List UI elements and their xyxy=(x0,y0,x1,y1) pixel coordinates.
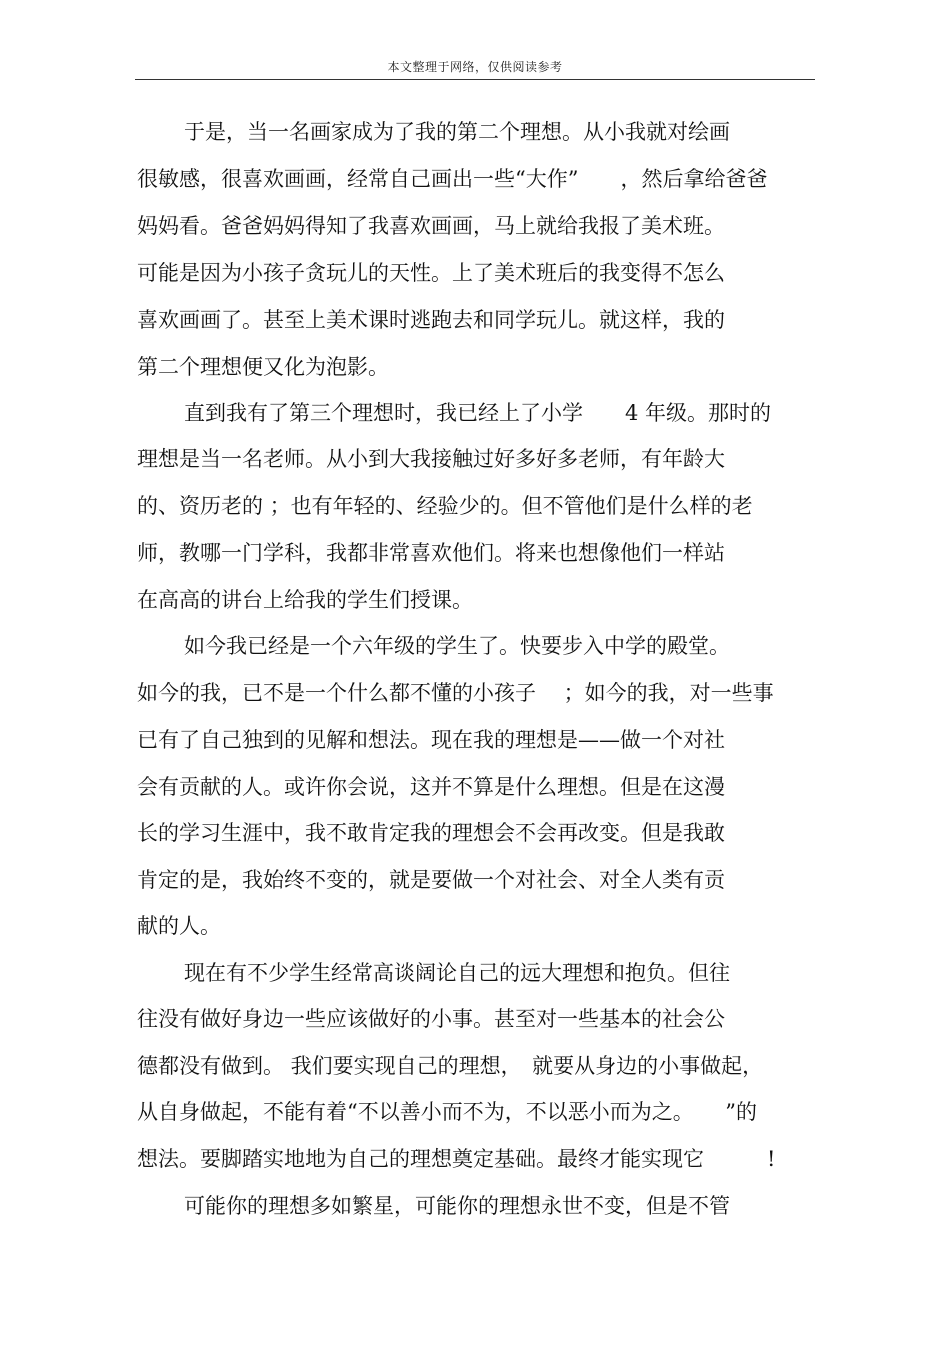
paragraph-line: 德都没有做到。 我们要实现自己的理想， 就要从身边的小事做起， xyxy=(137,1054,764,1078)
paragraph-line: 长的学习生涯中，我不敢肯定我的理想会不会再改变。但是我敢 xyxy=(137,821,725,845)
paragraph-line: 妈妈看。爸爸妈妈得知了我喜欢画画，马上就给我报了美术班。 xyxy=(137,214,725,238)
paragraph-line: 如今的我，已不是一个什么都不懂的小孩子 ；如今的我，对一些事 xyxy=(137,681,774,705)
paragraph-line: 往没有做好身边一些应该做好的小事。甚至对一些基本的社会公 xyxy=(137,1007,725,1031)
paragraph-line: 第二个理想便又化为泡影。 xyxy=(137,355,389,379)
paragraph-line: 如今我已经是一个六年级的学生了。快要步入中学的殿堂。 xyxy=(184,634,730,658)
paragraph-line: 在高高的讲台上给我的学生们授课。 xyxy=(137,588,473,612)
paragraph-line: 喜欢画画了。甚至上美术课时逃跑去和同学玩儿。就这样，我的 xyxy=(137,308,725,332)
page-header: 本文整理于网络，仅供阅读参考 xyxy=(387,60,563,74)
paragraph-line: 可能你的理想多如繁星，可能你的理想永世不变，但是不管 xyxy=(184,1194,730,1218)
paragraph-line: 理想是当一名老师。从小到大我接触过好多好多老师，有年龄大 xyxy=(137,447,725,471)
paragraph-line: 肯定的是，我始终不变的，就是要做一个对社会、对全人类有贡 xyxy=(137,868,725,892)
paragraph-line: 的、资历老的 ；也有年轻的、经验少的。但不管他们是什么样的老 xyxy=(137,494,753,518)
paragraph-line: 会有贡献的人。或许你会说，这并不算是什么理想。但是在这漫 xyxy=(137,775,725,799)
paragraph-line: 直到我有了第三个理想时，我已经上了小学 4 年级。那时的 xyxy=(184,401,772,425)
header-divider xyxy=(135,79,815,80)
paragraph-line: 现在有不少学生经常高谈阔论自己的远大理想和抱负。但往 xyxy=(184,961,730,985)
paragraph-line: 很敏感，很喜欢画画，经常自己画出一些“大作” ，然后拿给爸爸 xyxy=(137,167,768,191)
paragraph-line: 于是，当一名画家成为了我的第二个理想。从小我就对绘画 xyxy=(184,120,730,144)
paragraph-line: 已有了自己独到的见解和想法。现在我的理想是——做一个对社 xyxy=(137,728,725,752)
paragraph-line: 献的人。 xyxy=(137,914,221,938)
paragraph-line: 想法。要脚踏实地地为自己的理想奠定基础。最终才能实现它 ! xyxy=(137,1147,776,1171)
paragraph-line: 从自身做起，不能有着“不以善小而不为，不以恶小而为之。 ”的 xyxy=(137,1100,757,1124)
paragraph-line: 可能是因为小孩子贪玩儿的天性。上了美术班后的我变得不怎么 xyxy=(137,261,725,285)
paragraph-line: 师，教哪一门学科，我都非常喜欢他们。将来也想像他们一样站 xyxy=(137,541,725,565)
